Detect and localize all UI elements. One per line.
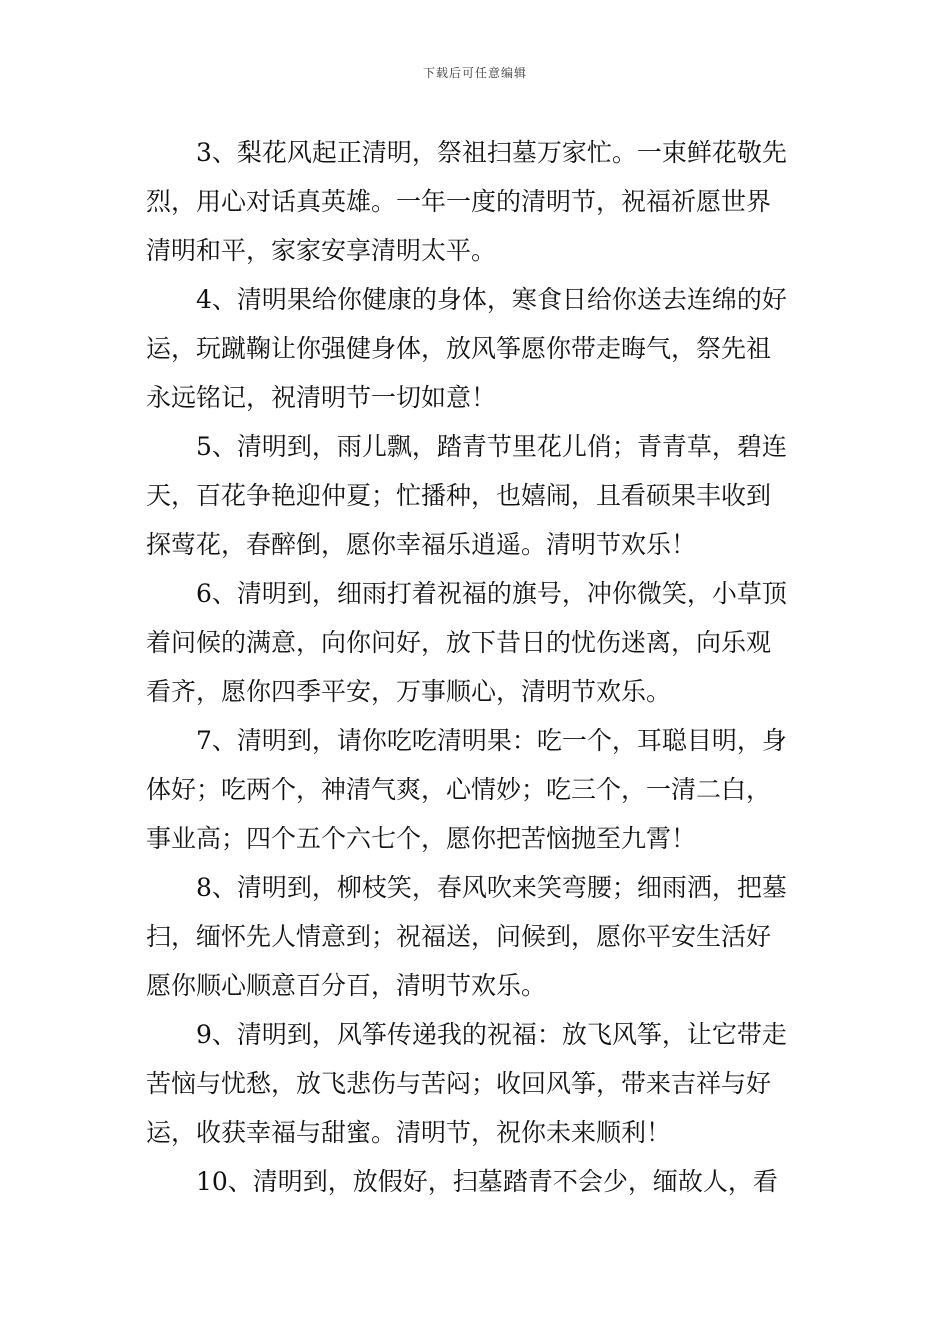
paragraph-line: 看齐，愿你四季平安，万事顺心，清明节欢乐。 [146, 677, 672, 706]
paragraph-line: 5、清明到，雨儿飘，踏青节里花儿俏；青青草，碧连 [196, 432, 787, 461]
paragraph-line: 着问候的满意，向你问好，放下昔日的忧伤迷离，向乐观 [146, 628, 772, 657]
paragraph-line: 7、清明到，请你吃吃清明果：吃一个，耳聪目明，身 [196, 726, 787, 755]
paragraph-line: 烈，用心对话真英雄。一年一度的清明节，祝福祈愿世界 [146, 187, 772, 216]
paragraph-line: 运，收获幸福与甜蜜。清明节，祝你未来顺利！ [146, 1118, 672, 1147]
paragraph-line: 体好；吃两个，神清气爽，心情妙；吃三个，一清二白， [146, 775, 772, 804]
paragraph-line: 探莺花，春醉倒，愿你幸福乐逍遥。清明节欢乐！ [146, 530, 697, 559]
paragraph-line: 运，玩蹴鞠让你强健身体，放风筝愿你带走晦气，祭先祖 [146, 334, 772, 363]
paragraph-4 [146, 275, 806, 422]
paragraph-line: 9、清明到，风筝传递我的祝福：放飞风筝，让它带走 [196, 1020, 787, 1049]
paragraph-10 [146, 1157, 806, 1206]
page-header: 下载后可任意编辑 [422, 66, 527, 80]
paragraph-6 [146, 569, 806, 716]
paragraph-line: 苦恼与忧愁，放飞悲伤与苦闷；收回风筝，带来吉祥与好 [146, 1069, 772, 1098]
paragraph-line: 10、清明到，放假好，扫墓踏青不会少，缅故人，看 [196, 1167, 778, 1196]
paragraph-8 [146, 863, 806, 1010]
paragraph-line: 6、清明到，细雨打着祝福的旗号，冲你微笑，小草顶 [196, 579, 787, 608]
document-body [146, 128, 806, 1206]
paragraph-3 [146, 128, 806, 275]
paragraph-line: 4、清明果给你健康的身体，寒食日给你送去连绵的好 [196, 285, 787, 314]
paragraph-9 [146, 1010, 806, 1157]
paragraph-5 [146, 422, 806, 569]
paragraph-line: 天，百花争艳迎仲夏；忙播种，也嬉闹，且看硕果丰收到 [146, 481, 772, 510]
paragraph-line: 扫，缅怀先人情意到；祝福送，问候到，愿你平安生活好 [146, 922, 772, 951]
paragraph-line: 8、清明到，柳枝笑，春风吹来笑弯腰；细雨洒，把墓 [196, 873, 787, 902]
paragraph-line: 愿你顺心顺意百分百，清明节欢乐。 [146, 971, 547, 1000]
paragraph-line: 3、梨花风起正清明，祭祖扫墓万家忙。一束鲜花敬先 [196, 138, 787, 167]
paragraph-7 [146, 716, 806, 863]
paragraph-line: 清明和平，家家安享清明太平。 [146, 236, 497, 265]
paragraph-line: 永远铭记，祝清明节一切如意！ [146, 383, 497, 412]
paragraph-line: 事业高；四个五个六七个，愿你把苦恼抛至九霄！ [146, 824, 697, 853]
